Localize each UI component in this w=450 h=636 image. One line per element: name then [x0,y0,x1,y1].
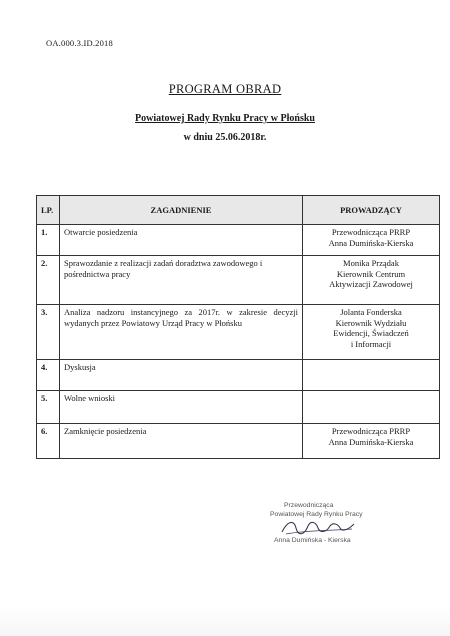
row-number: 2. [37,256,60,305]
document-title: PROGRAM OBRAD [168,82,282,96]
meeting-date: w dniu 25.06.2018r. [183,132,267,143]
lead-line: Anna Dumińska-Kierska [328,237,414,248]
scan-shading [0,606,450,636]
row-topic: Wolne wnioski [60,391,303,424]
table-row [37,305,440,360]
lead-line: Przewodnicząca PRRP [331,426,411,436]
stamp-line-council: Powiatowej Rady Rynku Pracy [270,511,363,518]
lead-line: Kierownik Wydziału [335,317,407,328]
lead-line: i Informacji [350,338,392,349]
table-row [37,391,440,424]
header-topic: ZAGADNIENIE [60,196,303,225]
header-lp: LP. [37,196,60,225]
lead-line: Aktywizacji Zawodowej [329,279,413,290]
row-lead [303,360,440,391]
lead-line: Ewidencji, Świadczeń [333,328,409,339]
row-lead [303,424,440,459]
lead-line: Monika Prządak [343,258,399,268]
row-number: 6. [37,424,60,459]
stamp-line-name: Anna Dumińska - Kierska [274,537,351,544]
lead-line: Anna Dumińska-Kierska [328,436,414,447]
agenda-rows [37,225,440,459]
document-reference: OA.000.3.ID.2018 [46,38,113,48]
row-lead [303,225,440,256]
signature-stamp [262,500,382,556]
row-lead [303,305,440,360]
row-topic: Dyskusja [60,360,303,391]
row-topic: Otwarcie posiedzenia [60,225,303,256]
row-topic: Zamknięcie posiedzenia [60,424,303,459]
stamp-line-title: Przewodnicząca [284,502,334,509]
row-number: 5. [37,391,60,424]
table-row [37,256,440,305]
row-topic: Analiza nadzoru instancyjnego za 2017r. w zakresie decyzji wydanych przez Powiatowy Urząd Pracy w Płońsku [60,305,303,360]
row-number: 1. [37,225,60,256]
table-row [37,424,440,459]
table-header-row [37,196,440,225]
row-lead [303,391,440,424]
row-lead [303,256,440,305]
row-number: 3. [37,305,60,360]
agenda-table [36,195,440,459]
table-row [37,225,440,256]
lead-line: Kierownik Centrum [336,268,406,279]
handwritten-signature-icon [278,518,358,538]
document-subtitle: Powiatowej Rady Rynku Pracy w Płońsku [135,113,315,124]
lead-line: Jolanta Fonderska [340,307,402,317]
row-number: 4. [37,360,60,391]
lead-line: Przewodnicząca PRRP [331,227,411,237]
row-topic: Sprawozdanie z realizacji zadań doradztwa zawodowego i pośrednictwa pracy [60,256,303,305]
header-lead: PROWADZĄCY [303,196,440,225]
table-row [37,360,440,391]
